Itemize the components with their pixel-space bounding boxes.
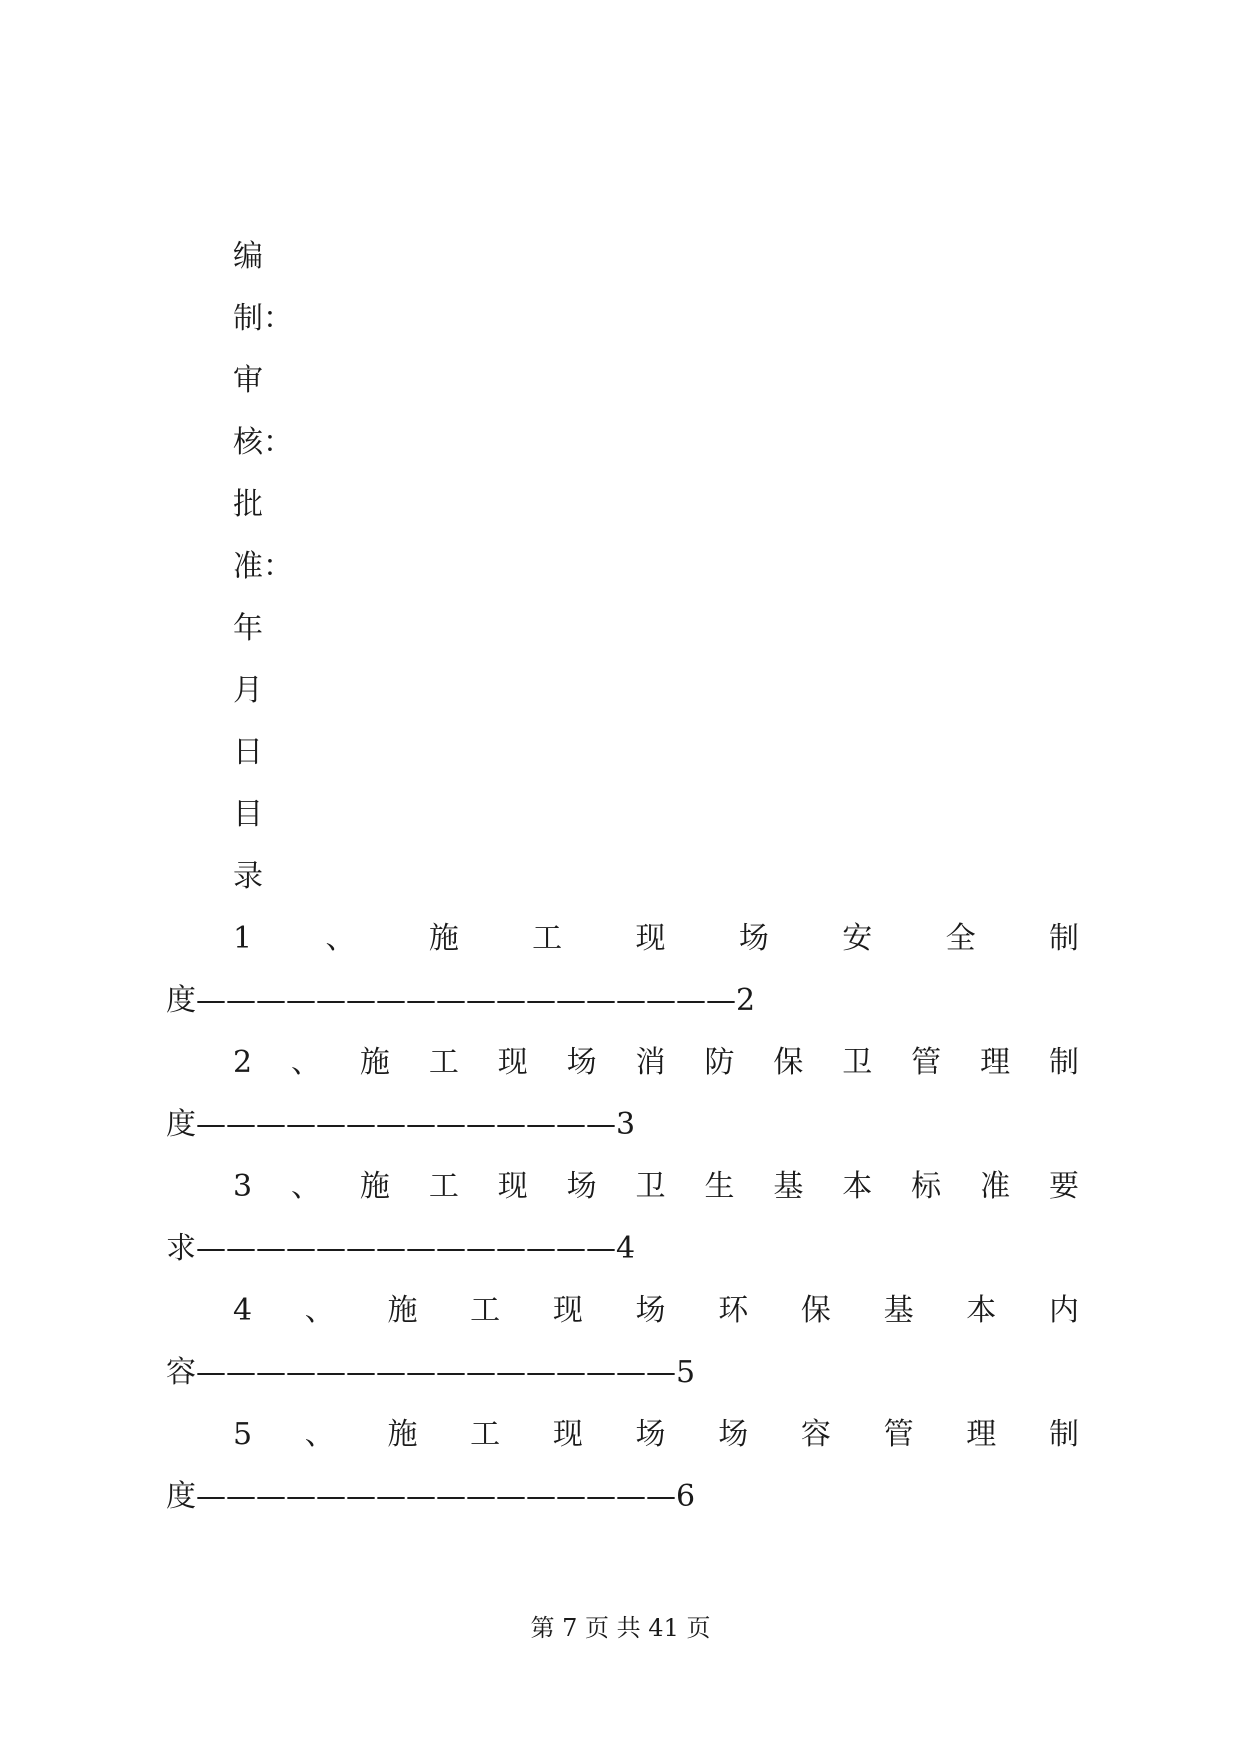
toc-heading: 录 [233,859,263,894]
toc-title-char: 现 [552,1293,583,1328]
toc-title-char: 场 [738,921,769,956]
toc-title-char: 基 [883,1293,914,1328]
toc-title-char: 场 [635,1293,666,1328]
toc-title-char: 安 [842,921,873,956]
toc-title-char: 制 [1048,1417,1079,1452]
toc-title-char: 卫 [842,1045,873,1080]
toc-title-char: 现 [635,921,666,956]
toc-title-char: 保 [773,1045,804,1080]
toc-title-char: 3 [233,1169,253,1204]
toc-entry-4-continuation: 容————————————————5 [166,1355,696,1390]
toc-title-char: 工 [532,921,563,956]
toc-title-char: 容 [800,1417,831,1452]
toc-title-char: 准 [980,1169,1011,1204]
toc-title-char: 理 [980,1045,1011,1080]
header-line: 年 [233,611,263,646]
header-line: 准： [233,549,293,584]
toc-title-char: 理 [966,1417,997,1452]
toc-entry-2 [233,1032,1079,1094]
toc-entry-4 [233,1280,1079,1342]
toc-title-char: 2 [233,1045,253,1080]
toc-entry-5 [233,1404,1079,1466]
toc-entry-2-continuation: 度——————————————3 [166,1107,636,1142]
toc-title-char: 工 [428,1045,459,1080]
toc-title-char: 工 [470,1293,501,1328]
toc-title-char: 工 [428,1169,459,1204]
toc-title-char: 标 [911,1169,942,1204]
toc-title-char: 、 [304,1417,335,1452]
toc-title-char: 工 [470,1417,501,1452]
toc-entry-3-continuation: 求——————————————4 [166,1231,636,1266]
toc-title-char: 卫 [635,1169,666,1204]
header-line: 核： [233,425,293,460]
toc-title-char: 制 [1048,921,1079,956]
toc-title-char: 场 [635,1417,666,1452]
toc-title-char: 施 [359,1045,390,1080]
header-line: 批 [233,487,263,522]
toc-entry-3 [233,1156,1079,1218]
toc-title-char: 本 [842,1169,873,1204]
header-line: 编 [233,239,263,274]
page-footer: 第 7 页 共 41 页 [530,1614,711,1642]
toc-title-char: 场 [718,1417,749,1452]
toc-title-char: 现 [497,1045,528,1080]
toc-entry-1-continuation: 度——————————————————2 [166,983,756,1018]
toc-title-char: 要 [1048,1169,1079,1204]
toc-heading: 目 [233,797,263,832]
toc-title-char: 、 [291,1045,321,1080]
header-line: 月 [233,673,263,708]
toc-title-char: 全 [945,921,976,956]
toc-title-char: 、 [304,1293,335,1328]
toc-title-char: 管 [883,1417,914,1452]
toc-title-char: 管 [911,1045,942,1080]
toc-title-char: 施 [387,1417,418,1452]
toc-title-char: 施 [387,1293,418,1328]
toc-entry-5-continuation: 度————————————————6 [166,1479,696,1514]
toc-title-char: 环 [718,1293,749,1328]
toc-title-char: 生 [704,1169,735,1204]
toc-title-char: 、 [325,921,356,956]
header-line: 制： [233,301,293,336]
toc-title-char: 场 [566,1045,597,1080]
toc-title-char: 消 [635,1045,666,1080]
toc-title-char: 内 [1048,1293,1079,1328]
toc-title-char: 施 [359,1169,390,1204]
toc-title-char: 制 [1048,1045,1079,1080]
toc-title-char: 1 [233,921,253,956]
toc-title-char: 、 [291,1169,321,1204]
toc-title-char: 本 [966,1293,997,1328]
toc-title-char: 保 [800,1293,831,1328]
toc-title-char: 4 [233,1293,253,1328]
toc-title-char: 场 [566,1169,597,1204]
toc-entry-1 [233,908,1079,970]
toc-title-char: 5 [233,1417,253,1452]
toc-title-char: 基 [773,1169,804,1204]
header-line: 日 [233,735,263,770]
toc-title-char: 现 [497,1169,528,1204]
toc-title-char: 现 [552,1417,583,1452]
toc-title-char: 防 [704,1045,735,1080]
toc-title-char: 施 [428,921,459,956]
header-line: 审 [233,363,263,398]
